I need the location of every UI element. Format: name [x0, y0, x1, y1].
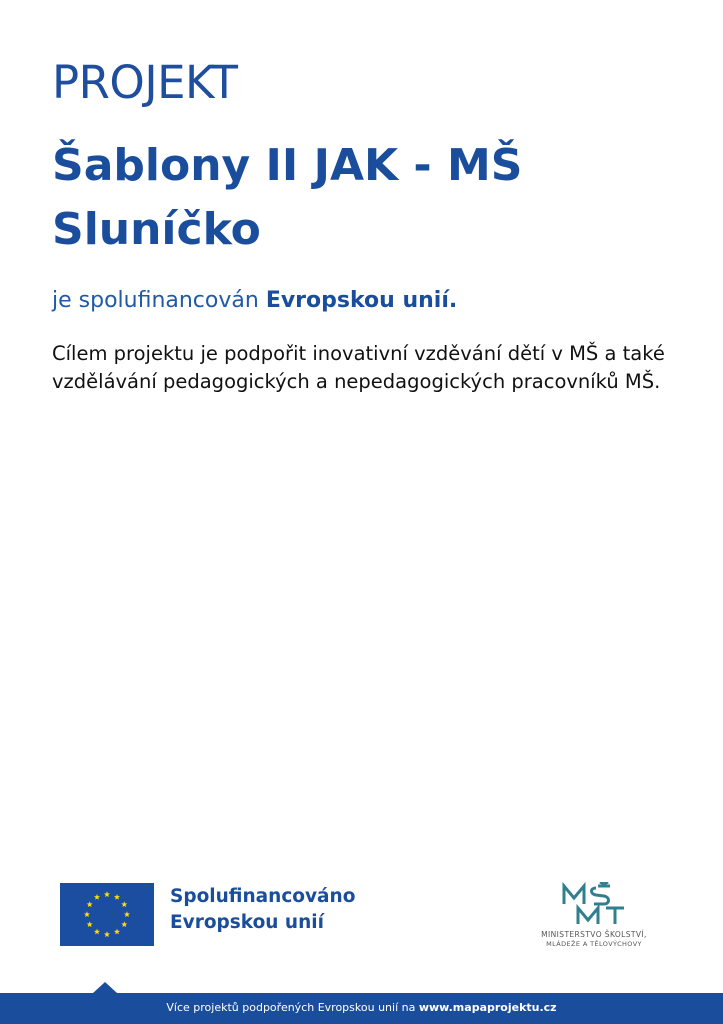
description-line2: vzdělávání pedagogických a nepedagogických pracovníků MŠ. [52, 370, 661, 393]
project-label: PROJEKT [52, 56, 238, 109]
eu-cofinanced-logo-text [170, 884, 355, 936]
project-title [52, 134, 672, 262]
footer-link[interactable]: www.mapaprojektu.cz [418, 1001, 557, 1014]
eu-star [87, 921, 93, 927]
msmt-name-line2: MLÁDEŽE A TĚLOVÝCHOVY [546, 940, 642, 948]
project-description [52, 340, 692, 396]
cofinancing-prefix: je spolufinancován [52, 288, 259, 313]
eu-logo-line2: Evropskou unií [170, 912, 324, 933]
eu-star [87, 901, 93, 907]
eu-flag-icon [60, 883, 154, 946]
project-title-line2: Sluníčko [52, 204, 261, 255]
eu-star [121, 901, 127, 907]
msmt-mark-icon [562, 882, 626, 926]
eu-star [114, 929, 120, 935]
msmt-logo [524, 880, 664, 952]
eu-star [104, 931, 110, 937]
eu-star [94, 894, 100, 900]
cofinancing-emphasis: Evropskou unií. [265, 288, 458, 313]
eu-star [84, 911, 90, 917]
eu-star [114, 894, 120, 900]
footer-text [0, 1000, 723, 1016]
footer-notch [93, 982, 117, 993]
project-title-line1: Šablony II JAK - MŠ [52, 140, 523, 191]
eu-star [121, 921, 127, 927]
eu-star [104, 891, 110, 897]
eu-logo-line1: Spolufinancováno [170, 886, 356, 907]
footer-caption: Více projektů podpořených Evropskou unií na [166, 1001, 416, 1014]
eu-star [124, 911, 130, 917]
cofinancing-statement [52, 286, 457, 316]
msmt-name-line1: MINISTERSTVO ŠKOLSTVÍ, [541, 930, 647, 939]
description-line1: Cílem projektu je podpořit inovativní vzděvání dětí v MŠ a také [52, 342, 665, 365]
eu-star [94, 929, 100, 935]
